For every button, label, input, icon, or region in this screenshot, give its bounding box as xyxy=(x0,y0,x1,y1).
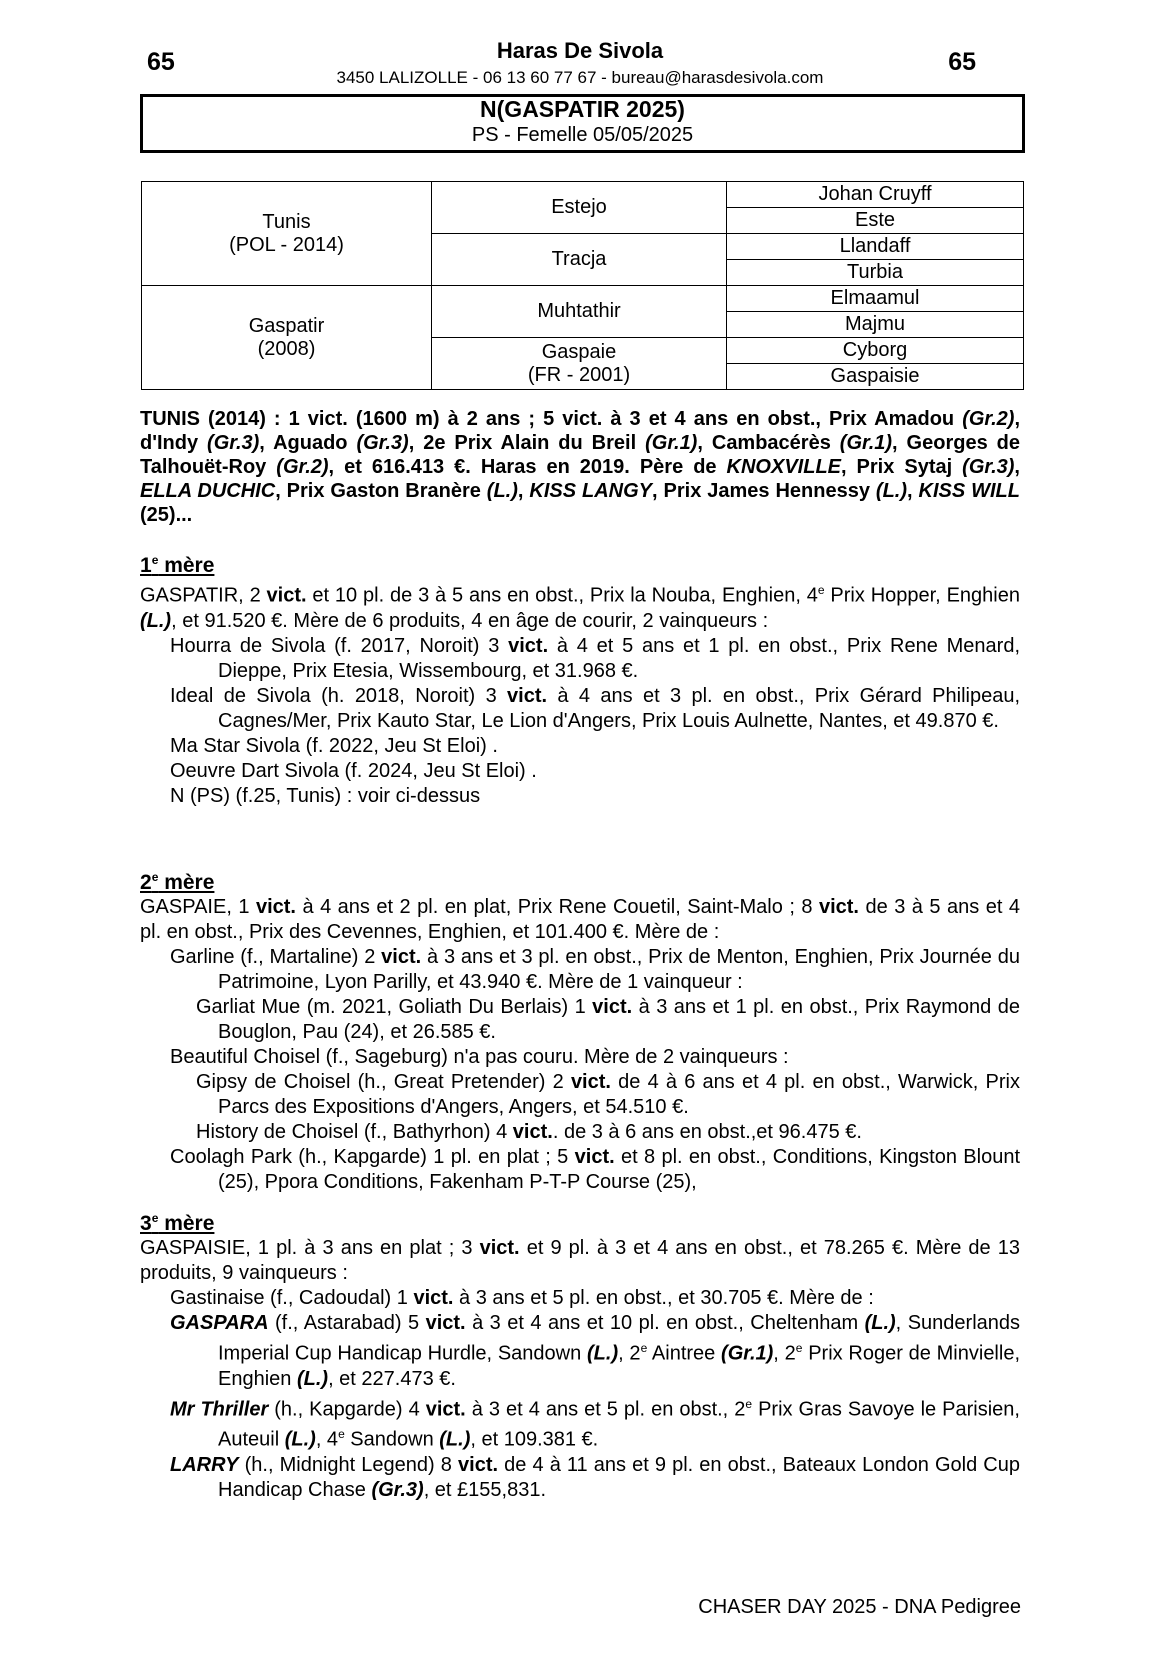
gg-cell: Elmaamul xyxy=(727,286,1024,312)
produce-entry: Oeuvre Dart Sivola (f. 2024, Jeu St Eloi) . xyxy=(170,759,537,782)
farm-name: Haras De Sivola xyxy=(496,38,664,63)
produce-entry: Ideal de Sivola (h. 2018, Noroit) 3 vict. à 4 ans et 3 pl. en obst., Prix Gérard Philipeau, Cagnes/Mer, Prix Kauto Star, Le Lion d'Angers, Prix Louis Aulnette, Nantes, et 49.870 €. xyxy=(170,684,1021,732)
gg-cell: Cyborg xyxy=(727,338,1024,364)
horse-title-box xyxy=(140,94,1025,153)
produce-entry: LARRY (h., Midnight Legend) 8 vict. de 4 à 11 ans et 9 pl. en obst., Bateaux London Gold Cup Handicap Chase (Gr.3), et £155,831. xyxy=(170,1453,1020,1501)
gg-cell: Este xyxy=(727,208,1024,234)
gg-cell: Turbia xyxy=(727,260,1024,286)
gg-cell: Majmu xyxy=(727,312,1024,338)
second-dam-section xyxy=(140,865,1020,1195)
gg-cell: Johan Cruyff xyxy=(727,182,1024,208)
dam-sire-cell: Muhtathir xyxy=(432,286,727,338)
section-heading: 3e mère xyxy=(140,1211,215,1235)
sire-cell: Tunis (POL - 2014) xyxy=(142,182,432,286)
dam-cell: Gaspatir (2008) xyxy=(142,286,432,390)
lot-number-left: 65 xyxy=(147,48,175,76)
dam-record: GASPAISIE, 1 pl. à 3 ans en plat ; 3 vict. et 9 pl. à 3 et 4 ans en obst., et 78.265 €. Mère de 13 produits, 9 vainqueurs : xyxy=(140,1237,1020,1284)
section-heading: 1e mère xyxy=(140,553,215,577)
produce-entry: Hourra de Sivola (f. 2017, Noroit) 3 vict. à 4 et 5 ans et 1 pl. en obst., Prix Rene Menard, Dieppe, Prix Etesia, Wissembourg, et 31.968 €. xyxy=(170,634,1020,682)
produce-entry: Gipsy de Choisel (h., Great Pretender) 2 vict. de 4 à 6 ans et 4 pl. en obst., Warwick, Prix Parcs des Expositions d'Angers, Angers, et 54.510 €. xyxy=(196,1071,1021,1118)
gg-cell: Llandaff xyxy=(727,234,1024,260)
third-dam-section xyxy=(140,1206,1020,1503)
first-dam-section xyxy=(140,548,1020,809)
sire-sire-cell: Estejo xyxy=(432,182,727,234)
page-footer: CHASER DAY 2025 - DNA Pedigree xyxy=(698,1596,1021,1618)
produce-entry: Mr Thriller (h., Kapgarde) 4 vict. à 3 et 4 ans et 5 pl. en obst., 2e Prix Gras Savoye le Parisien, Auteuil (L.), 4e Sandown (L.), et 109.381 €. xyxy=(170,1396,1020,1451)
horse-details: PS - Femelle 05/05/2025 xyxy=(471,124,694,146)
section-heading: 2e mère xyxy=(140,870,215,894)
gg-cell: Gaspaisie xyxy=(727,364,1024,390)
dam-record: GASPAIE, 1 vict. à 4 ans et 2 pl. en plat, Prix Rene Couetil, Saint-Malo ; 8 vict. de 3 à 5 ans et 4 pl. en obst., Prix des Cevennes, Enghien, et 101.400 €. Mère de : xyxy=(140,896,1020,943)
sire-dam-cell: Tracja xyxy=(432,234,727,286)
dam-dam-cell: Gaspaie (FR - 2001) xyxy=(432,338,727,390)
produce-entry: Garline (f., Martaline) 2 vict. à 3 ans et 3 pl. en obst., Prix de Menton, Enghien, Prix Journée du Patrimoine, Lyon Parilly, et 43.940 €. Mère de 1 vainqueur : xyxy=(170,946,1020,993)
produce-entry: GASPARA (f., Astarabad) 5 vict. à 3 et 4 ans et 10 pl. en obst., Cheltenham (L.), Sunderlands Imperial Cup Handicap Hurdle, Sandown (L.), 2e Aintree (Gr.1), 2e Prix Roger de Minvielle, Enghien (L.), et 227.473 €. xyxy=(170,1312,1021,1390)
sire-record: TUNIS (2014) : 1 vict. (1600 m) à 2 ans ; 5 vict. à 3 et 4 ans en obst., Prix Amadou (Gr.2), d'Indy (Gr.3), Aguado (Gr.3), 2e Prix Alain du Breil (Gr.1), Cambacérès (Gr.1), Georges de Talhouët-Roy (Gr.2), et 616.413 €. Haras en 2019. Père de KNOXVILLE, Prix Sytaj (Gr.3), ELLA DUCHIC, Prix Gaston Branère (L.), KISS LANGY, Prix James Hennessy (L.), KISS WILL (25)... xyxy=(140,408,1020,526)
horse-name: N(GASPATIR 2025) xyxy=(480,96,685,122)
dam-record: GASPATIR, 2 vict. et 10 pl. de 3 à 5 ans en obst., Prix la Nouba, Enghien, 4e Prix Hopper, Enghien (L.), et 91.520 €. Mère de 6 produits, 4 en âge de courir, 2 vainqueurs : xyxy=(140,583,1020,632)
produce-entry: N (PS) (f.25, Tunis) : voir ci-dessus xyxy=(170,784,481,807)
produce-entry: Gastinaise (f., Cadoudal) 1 vict. à 3 ans et 5 pl. en obst., et 30.705 €. Mère de : xyxy=(170,1287,874,1309)
pedigree-table xyxy=(141,181,1024,390)
produce-entry: Beautiful Choisel (f., Sageburg) n'a pas couru. Mère de 2 vainqueurs : xyxy=(170,1046,789,1068)
farm-address: 3450 LALIZOLLE - 06 13 60 77 67 - bureau@harasdesivola.com xyxy=(336,68,824,87)
produce-entry: Garliat Mue (m. 2021, Goliath Du Berlais) 1 vict. à 3 ans et 1 pl. en obst., Prix Raymond de Bouglon, Pau (24), et 26.585 €. xyxy=(196,996,1020,1043)
produce-entry: History de Choisel (f., Bathyrhon) 4 vict.. de 3 à 6 ans en obst.,et 96.475 €. xyxy=(196,1121,862,1143)
lot-number-right: 65 xyxy=(948,48,976,76)
produce-entry: Coolagh Park (h., Kapgarde) 1 pl. en plat ; 5 vict. et 8 pl. en obst., Conditions, Kingston Blount (25), Ppora Conditions, Fakenham P-T-P Course (25), xyxy=(170,1146,1020,1193)
produce-entry: Ma Star Sivola (f. 2022, Jeu St Eloi) . xyxy=(170,734,498,757)
